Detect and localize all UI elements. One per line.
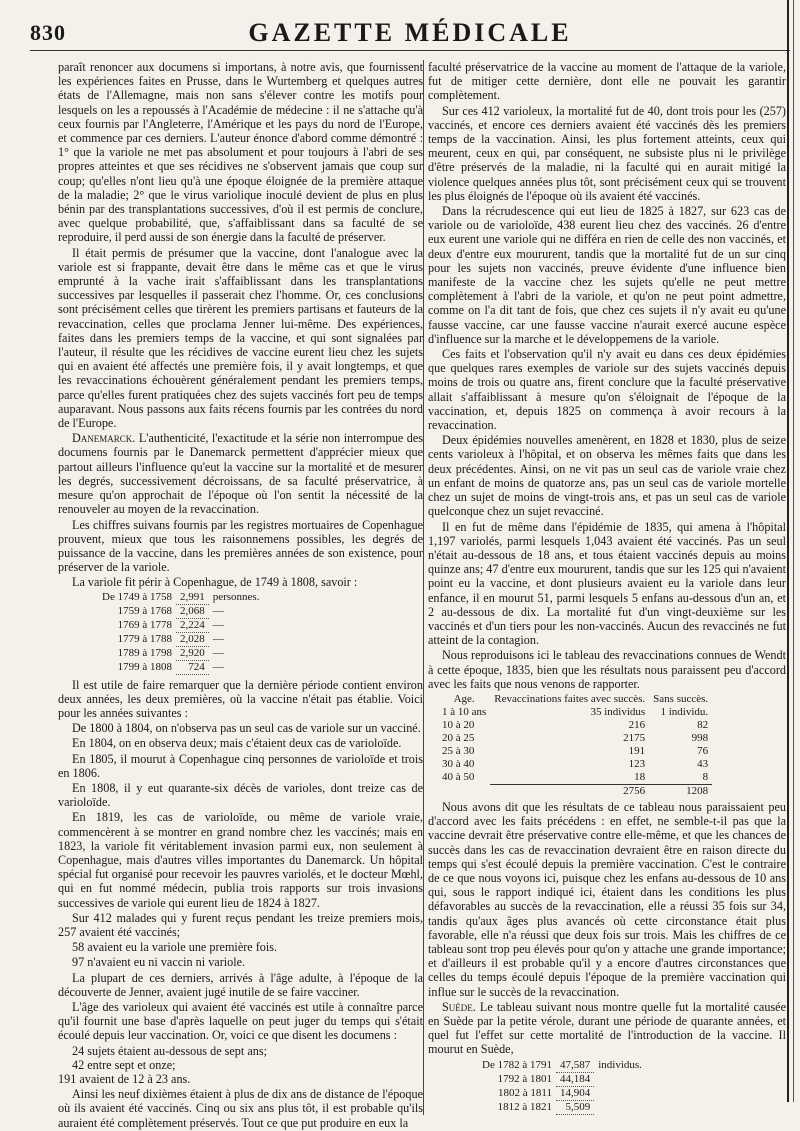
paragraph: De 1800 à 1804, on n'observa pas un seul cas de variole sur un vacciné.	[72, 721, 421, 736]
total-cell: 2756	[490, 784, 649, 798]
paragraph: La plupart de ces derniers, arrivés à l'âge adulte, à l'époque de la découverte de Jenner, avaient jugé inutile de se faire vacciner.	[58, 970, 423, 999]
value-cell: 724	[176, 660, 209, 674]
table-row	[98, 646, 263, 660]
table-row	[478, 1086, 646, 1100]
success-cell: 18	[634, 770, 646, 783]
table-row	[98, 632, 263, 646]
table-row	[438, 732, 712, 745]
paragraph: Nous reproduisons ici le tableau des revaccinations connues de Wendt à cette époque, 1835, bien que les résultats nous paraissent peu d'accord avec les faits que nous venons de rapporter.	[428, 648, 786, 691]
success-cell: 216	[628, 718, 646, 731]
right-column	[423, 60, 786, 1115]
unit-cell: —	[212, 660, 224, 673]
success-cell: 123	[628, 757, 646, 770]
paragraph: Dans la récrudescence qui eut lieu de 1825 à 1827, sur 623 cas de variole ou de varioloïde, 438 eurent lieu chez des vaccinés. 26 d'entre eux eurent une variole qui ne différa en rien de celle des non vaccinés, et deux d'entre eux moururent, tandis que la mortalité fut de un sur cinq pour les sujets non vaccinés, preuve évidente d'une influence bien manifeste de la vaccine chez les sujets qu'elle ne peut mettre complètement à l'abri de la variole, et qu'on ne peut point admettre, comme on l'a dit tant de fois, que chez ces sujets il n'y avait eu qu'une fausse vaccine, car une fausse vaccine n'aurait exercé aucune espèce d'influence sur la marche et le développemens de la variole.	[428, 204, 786, 346]
section-label: Suède.	[442, 999, 476, 1014]
age-cell: 40 à 50	[442, 771, 475, 784]
period-cell: 1802 à 1811	[497, 1086, 552, 1099]
age-cell: 20 à 25	[442, 731, 475, 744]
table-row	[438, 706, 712, 719]
paragraph: L'âge des varioleux qui avaient été vaccinés est utile à connaître parce qu'il fournit une base d'après laquelle on peut juger du temps qui s'était écoulé depuis leur vaccination. Or, voici ce que disent les documens :	[58, 999, 423, 1043]
unit-cell: individus.	[598, 1058, 642, 1071]
paragraph: Ainsi les neuf dixièmes étaient à plus de dix ans de distance de l'époque où ils avaient été vaccinés. Cinq ou six ans plus tôt, il est probable qu'ils auraient été complètement préservés. Tout ce que put produire en eux la	[58, 1087, 423, 1130]
period-cell: 1779 à 1788	[117, 632, 172, 645]
value-cell: 2,991	[176, 591, 209, 605]
paragraph: Il en fut de même dans l'épidémie de 1835, qui amena à l'hôpital 1,197 variolés, parmi lesquels 1,043 avaient été vaccinés. Pas un seul n'était au-dessous de 18 ans, et tous étaient vaccinés depuis au moins quinze ans; 47 d'entre eux moururent, tandis que sur les 125 qui n'avaient point eu la vaccine, et dont plusieurs avaient eu la variole dans leur enfance, il en mourut 51, parmi lesquels 5 enfans au-dessous d'un an, et 2 au-dessous de dix. La mortalité fut d'un vingt-deuxième sur les vaccinés et d'un tiers pour les non-vaccinés. Aucun des revaccinés ne fut atteint de la contagion.	[428, 519, 786, 648]
page-number: 830	[30, 20, 66, 45]
period-cell: 1759 à 1768	[117, 604, 172, 617]
period-cell: 1812 à 1821	[497, 1100, 552, 1113]
table-header: Sans succès.	[653, 692, 709, 705]
age-cell: 10 à 20	[442, 718, 475, 731]
unit-cell: —	[212, 632, 224, 645]
table-row	[438, 719, 712, 732]
age-cell: 1 à 10 ans	[442, 705, 487, 718]
revaccination-table	[438, 693, 712, 798]
period-cell: 1789 à 1798	[117, 646, 172, 659]
journal-title: GAZETTE MÉDICALE	[248, 18, 572, 47]
left-column	[58, 60, 423, 1131]
table-row	[98, 660, 263, 674]
unit-cell	[594, 1086, 646, 1100]
value-cell: 5,509	[556, 1100, 594, 1114]
table-row	[478, 1059, 646, 1073]
failure-cell: 76	[697, 744, 709, 757]
binding-edge	[787, 0, 794, 1102]
paragraph: Les chiffres suivans fournis par les registres mortuaires de Copenhague prouvent, mieux que tous les raisonnemens possibles, les degrés de puissance de la vaccine, dans les premières années de son existence, pour préserver de la variole.	[58, 517, 423, 575]
table-header: Age.	[453, 692, 475, 705]
table-row	[438, 758, 712, 771]
paragraph: Deux épidémies nouvelles amenèrent, en 1828 et 1830, plus de seize cents varioleux à l'hôpital, et on observa les mêmes faits que dans les deux précédentes. Ainsi, on ne vit pas un seul cas de variole vraie chez un enfant de moins de quatorze ans, pas un seul cas de variole mortelle chez un sujet de moins de vingt-trois ans, et pas un seul cas de variole quelconque chez un sujet revacciné.	[428, 433, 786, 519]
value-cell: 47,587	[556, 1059, 594, 1073]
table-row	[98, 604, 263, 618]
paragraph: faculté préservatrice de la vaccine au moment de l'attaque de la variole, fut de mitiger cette dernière, dont elle ne pouvait les garantir complètement.	[428, 60, 786, 103]
table-row	[438, 771, 712, 785]
age-cell: 30 à 40	[442, 757, 475, 770]
paragraph: Sur 412 malades qui y furent reçus pendant les treize premiers mois, 257 avaient été vaccinés;	[58, 910, 423, 939]
unit-cell	[594, 1072, 646, 1086]
total-cell: 1208	[649, 784, 712, 798]
failure-cell: 8	[702, 770, 709, 783]
paragraph	[428, 1000, 786, 1057]
unit-cell: —	[212, 604, 224, 617]
paragraph: En 1805, il mourut à Copenhague cinq personnes de varioloïde et trois en 1806.	[58, 751, 423, 780]
value-cell: 2,224	[176, 618, 209, 632]
section-label: Danemarck.	[72, 431, 136, 446]
failure-cell: 43	[697, 757, 709, 770]
paragraph: 42 entre sept et onze;	[72, 1057, 176, 1072]
failure-cell: 998	[691, 731, 709, 744]
paragraph: La variole fit périr à Copenhague, de 1749 à 1808, savoir :	[72, 575, 358, 590]
table-row	[438, 745, 712, 758]
table-row	[98, 618, 263, 632]
table-row	[478, 1072, 646, 1086]
value-cell: 44,184	[556, 1072, 594, 1086]
period-cell: 1792 à 1801	[497, 1072, 552, 1085]
success-cell: 35 individus	[590, 705, 646, 718]
copenhagen-mortality-table	[98, 591, 263, 675]
period-cell: 1769 à 1778	[117, 618, 172, 631]
unit-cell: personnes.	[212, 590, 260, 603]
sweden-mortality-table	[478, 1059, 646, 1115]
paragraph	[58, 431, 423, 516]
header-rule	[30, 50, 790, 51]
page-header	[30, 14, 790, 54]
unit-cell	[594, 1100, 646, 1114]
paragraph: 191 avaient de 12 à 23 ans.	[58, 1072, 191, 1086]
failure-cell: 82	[697, 718, 709, 731]
table-row	[98, 591, 263, 605]
unit-cell: —	[212, 618, 224, 631]
value-cell: 2,028	[176, 632, 209, 646]
value-cell: 2,920	[176, 646, 209, 660]
success-cell: 191	[628, 744, 646, 757]
value-cell: 2,068	[176, 604, 209, 618]
paragraph: 24 sujets étaient au-dessous de sept ans;	[72, 1043, 267, 1058]
table-header: Revaccinations faites avec succès.	[494, 692, 646, 705]
paragraph: 58 avaient eu la variole une première fois.	[72, 940, 278, 955]
paragraph: Nous avons dit que les résultats de ce tableau nous paraissaient peu d'accord avec les faits précédens : en effet, ne semble-t-il pas que la vaccine devrait être préservative contre elle-même, et que les chances de succès dans les cas de revaccination devraient être en raison directe du temps qui s'est écoulé depuis la première vaccination. C'est le contraire de ce que nous voyons ici, puisque chez les enfans au-dessous de 10 ans qui, sous le rapport indiqué ici, étaient dans les conditions les plus défavorables au succès de la revaccination, elle a réussi 35 fois sur 34, tandis qu'aux âges plus avancés où cette circonstance était plus favorable, elle n'a réussi que deux fois sur trois. Mais les chiffres de ce tableau sont trop peu élevés pour qu'on y attache une grande importance; et d'ailleurs il est probable qu'il y a encore d'autres circonstances que celles du temps écoulé depuis l'époque de la première vaccination qui influe sur le succès de la revaccination.	[428, 799, 786, 999]
table-row	[478, 1100, 646, 1114]
age-cell: 25 à 30	[442, 744, 475, 757]
paragraph: Il est utile de faire remarquer que la dernière période contient environ deux années, les deux premières, où la vaccine n'était pas établie. Voici pour les années suivantes :	[58, 677, 423, 720]
failure-cell: 1 individu.	[660, 705, 709, 718]
paragraph: En 1819, les cas de varioloïde, ou même de variole vraie, commencèrent à se montrer en grand nombre chez les vaccinés; mais en 1823, la variole fit véritablement invasion parmi eux, non seulement à Copenhague, mais d'autres villes importantes du Danemarck. Un hôpital spécial fut organisé pour recevoir les pauvres variolés, et le docteur Mœhl, qui en fut nommé médecin, publia trois rapports sur trois invasions successives de variole qui eurent lieu de 1824 à 1827.	[58, 810, 423, 910]
paragraph: Ces faits et l'observation qu'il n'y avait eu dans ces deux épidémies que quelques rares exemples de variole sur des sujets vaccinés depuis moins de trois ou quatre ans, firent conclure que la faculté préservative allait s'affaiblissant à mesure qu'on s'éloignait de l'époque de la vaccination, et, depuis 1825 on commença à avoir recours à la revaccination.	[428, 347, 786, 433]
paragraph: Il était permis de présumer que la vaccine, dont l'analogue avec la variole est si frappante, devait être dans le même cas et que le virus emprunté à la vache irait s'affaiblissant dans les transplantations successives par lesquelles il passerait chez l'homme. Or, ces conclusions sont précisément celles que tirèrent les premiers partisans et fauteurs de la revaccination, celles que proclama Jenner lui-même. Des expériences, faites dans les premiers temps de la vaccine, et qui sont signalées par l'auteur, il résulte que les récidives de vaccine eurent lieu chez les sujets qui en avaient été affectés une première fois, il y avait longtemps, et que les revaccinations échouèrent généralement pendant les premiers temps, parce qu'elles furent pratiquées chez des sujets vaccinés fort peu de temps auparavant. Nous passons aux faits récens fournis par les contrées du nord de l'Europe.	[58, 245, 423, 431]
success-cell: 2175	[623, 731, 646, 744]
paragraph-text: Le tableau suivant nous montre quelle fut la mortalité causée en Suède par la petite vérole, durant une période de quarante années, et quel fut l'effet sur cette mortalité de l'introduction de la vaccine. Il mourut en Suède,	[428, 999, 786, 1057]
paragraph: En 1808, il y eut quarante-six décès de varioles, dont treize cas de varioloïde.	[58, 780, 423, 810]
paragraph: 97 n'avaient eu ni vaccin ni variole.	[72, 955, 246, 970]
paragraph: Sur ces 412 varioleux, la mortalité fut de 40, dont trois pour les (257) vaccinés, et encore ces derniers avaient été vaccinés dès les premiers temps de la vaccination. Ainsi, les plus fortement atteints, ceux qui meurent, ceux en qui, par conséquent, ne subsiste plus ni le privilège d'être préservés de la maladie, ni la faculté qui en aurait mitigé la violence quelques années plus tôt, sont précisément ceux qui se trouvent les plus éloignés de l'époque où ils avaient été vaccinés.	[428, 103, 786, 203]
paragraph-text: L'authenticité, l'exactitude et la série non interrompue des documens fournis par le Danemarck permettent d'apprécier mieux que partout ailleurs l'influence qu'eut la vaccine sur la mortalité et de mesurer les degrés, successivement décroissans, de sa faculté préservatrice, à mesure qu'on approchait de l'époque où l'on sentit la nécessité de la renouveler au moyen de la revaccination.	[58, 431, 423, 517]
unit-cell: —	[212, 646, 224, 659]
period-cell: De 1749 à 1758	[102, 590, 172, 603]
value-cell: 14,904	[556, 1086, 594, 1100]
period-cell: De 1782 à 1791	[482, 1058, 552, 1071]
paragraph: En 1804, on en observa deux; mais c'étaient deux cas de varioloïde.	[72, 736, 402, 751]
period-cell: 1799 à 1808	[117, 660, 172, 673]
paragraph: paraît renoncer aux documens si importans, à notre avis, que fournissent les expériences faites en Prusse, dans le Wurtemberg et quelques autres états de l'Allemagne, mais non sans s'élever contre les motifs pour lesquels on les a repoussés à l'Académie de médecine : il ne s'attache qu'à ceux fournis par l'Angleterre, l'Amérique et les pays du nord de l'Europe, et commence par ces derniers. L'auteur énonce d'abord comme démontré : 1° que la variole ne met pas absolument et pour toujours à l'abri de ses propres atteintes et que ses récidives ne s'observent jamais que coup sur coup; qu'elles n'ont lieu qu'à une époque éloignée de la première attaque de la maladie; 2° que le virus variolique inoculé devient de plus en plus bénin par des transplantations successives, d'où il est permis de conclure, avec quelque probabilité, que, s'affaiblissant dans sa faculté de se reproduire, il perd aussi de son énergie dans la faculté de préserver.	[58, 60, 423, 245]
